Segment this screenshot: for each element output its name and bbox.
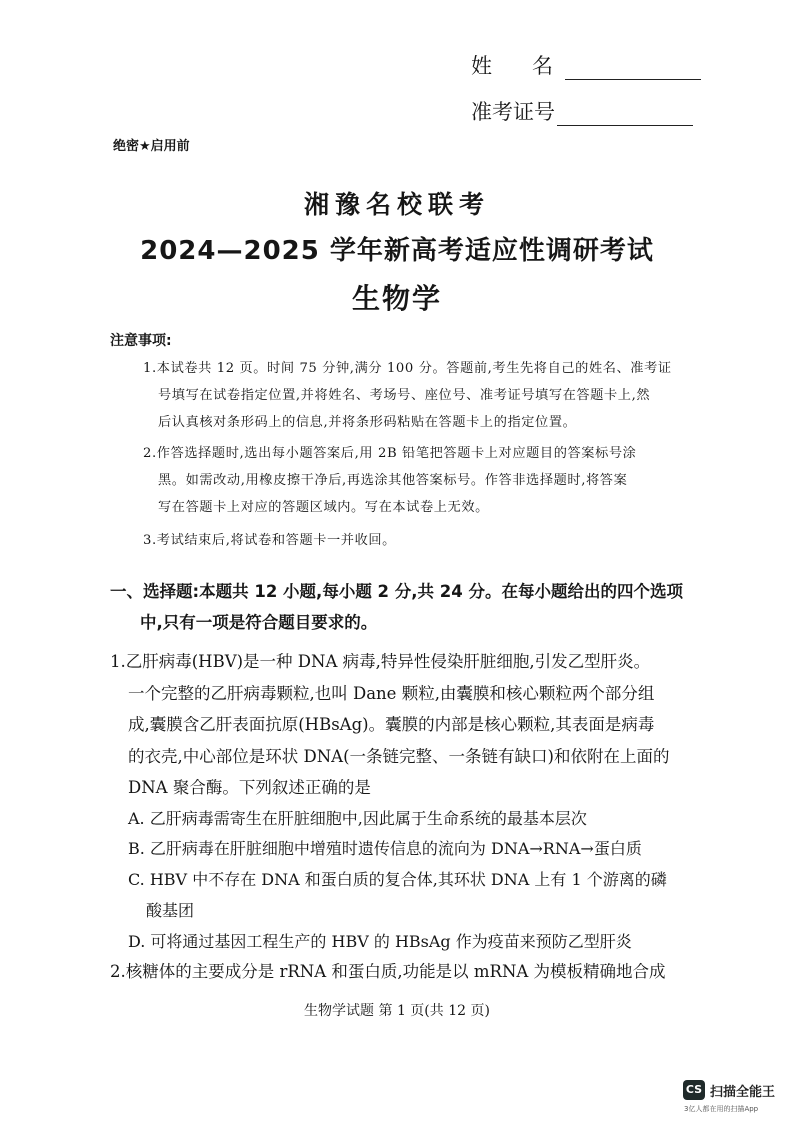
scanner-tagline: 3亿人都在用的扫描App <box>684 1105 759 1113</box>
notice-item-line: 3.考试结束后,将试卷和答题卡一并收回。 <box>143 533 396 548</box>
question-1 <box>110 646 710 804</box>
notice-item-line: 号填写在试卷指定位置,并将姓名、考场号、座位号、准考证号填写在答题卡上,然 <box>158 388 651 403</box>
notice-item <box>143 355 703 436</box>
question-stem-line: 一个完整的乙肝病毒颗粒,也叫 Dane 颗粒,由囊膜和核心颗粒两个部分组 <box>128 683 655 703</box>
exam-id-label: 准考证号 <box>471 100 555 124</box>
name-label: 姓名 <box>471 54 593 78</box>
secret-mark: 绝密★启用前 <box>113 139 190 154</box>
question-stem-line: 成,囊膜含乙肝表面抗原(HBsAg)。囊膜的内部是核心颗粒,其表面是病毒 <box>128 715 655 735</box>
option-c <box>128 864 708 926</box>
scanner-app-name: 扫描全能王 <box>710 1085 776 1100</box>
camscanner-logo-icon: CS <box>683 1080 705 1100</box>
question-stem-line: 1.乙肝病毒(HBV)是一种 DNA 病毒,特异性侵染肝脏细胞,引发乙型肝炎。 <box>110 652 651 671</box>
notice-item-line: 后认真核对条形码上的信息,并将条形码粘贴在答题卡上的指定位置。 <box>158 415 577 430</box>
option-a: A. 乙肝病毒需寄生在肝脏细胞中,因此属于生命系统的最基本层次 <box>128 809 587 828</box>
notice-item-line: 写在答题卡上对应的答题区域内。写在本试卷上无效。 <box>158 500 489 515</box>
name-blank-line <box>565 57 701 80</box>
notice-item-line: 1.本试卷共 12 页。时间 75 分钟,满分 100 分。答题前,考生先将自己的姓名、准考证 <box>143 361 672 376</box>
notice-item-line: 2.作答选择题时,选出每小题答案后,用 2B 铅笔把答题卡上对应题目的答案标号涂 <box>143 446 637 461</box>
question-stem-line: 的衣壳,中心部位是环状 DNA(一条链完整、一条链有缺口)和依附在上面的 <box>128 746 670 766</box>
exam-id-field <box>471 96 693 126</box>
exam-org-title: 湘豫名校联考 <box>303 190 490 219</box>
section-heading-line: 中,只有一项是符合题目要求的。 <box>140 613 378 632</box>
question-2: 2.核糖体的主要成分是 rRNA 和蛋白质,功能是以 mRNA 为模板精确地合成 <box>110 962 666 981</box>
notice-item-line: 黑。如需改动,用橡皮擦干净后,再选涂其他答案标号。作答非选择题时,将答案 <box>158 473 628 488</box>
option-b: B. 乙肝病毒在肝脏细胞中增殖时遗传信息的流向为 DNA→RNA→蛋白质 <box>128 839 642 858</box>
notice-heading: 注意事项: <box>110 333 172 349</box>
option-d: D. 可将通过基因工程生产的 HBV 的 HBsAg 作为疫苗来预防乙型肝炎 <box>128 932 632 951</box>
exam-id-blank-line <box>557 103 693 126</box>
option-c-line: 酸基团 <box>146 901 195 920</box>
question-stem-line: DNA 聚合酶。下列叙述正确的是 <box>128 778 371 798</box>
page-footer: 生物学试题 第 1 页(共 12 页) <box>304 1003 490 1019</box>
section-heading <box>110 576 710 638</box>
exam-title: 2024—2025 学年新高考适应性调研考试 <box>140 236 654 266</box>
subject-title: 生物学 <box>351 282 442 315</box>
option-c-line: C. HBV 中不存在 DNA 和蛋白质的复合体,其环状 DNA 上有 1 个游离的磷 <box>128 870 667 889</box>
section-heading-line: 一、选择题:本题共 12 小题,每小题 2 分,共 24 分。在每小题给出的四个选项 <box>110 582 684 601</box>
notice-item <box>143 527 703 554</box>
name-field <box>471 50 701 80</box>
notice-item <box>143 440 703 521</box>
